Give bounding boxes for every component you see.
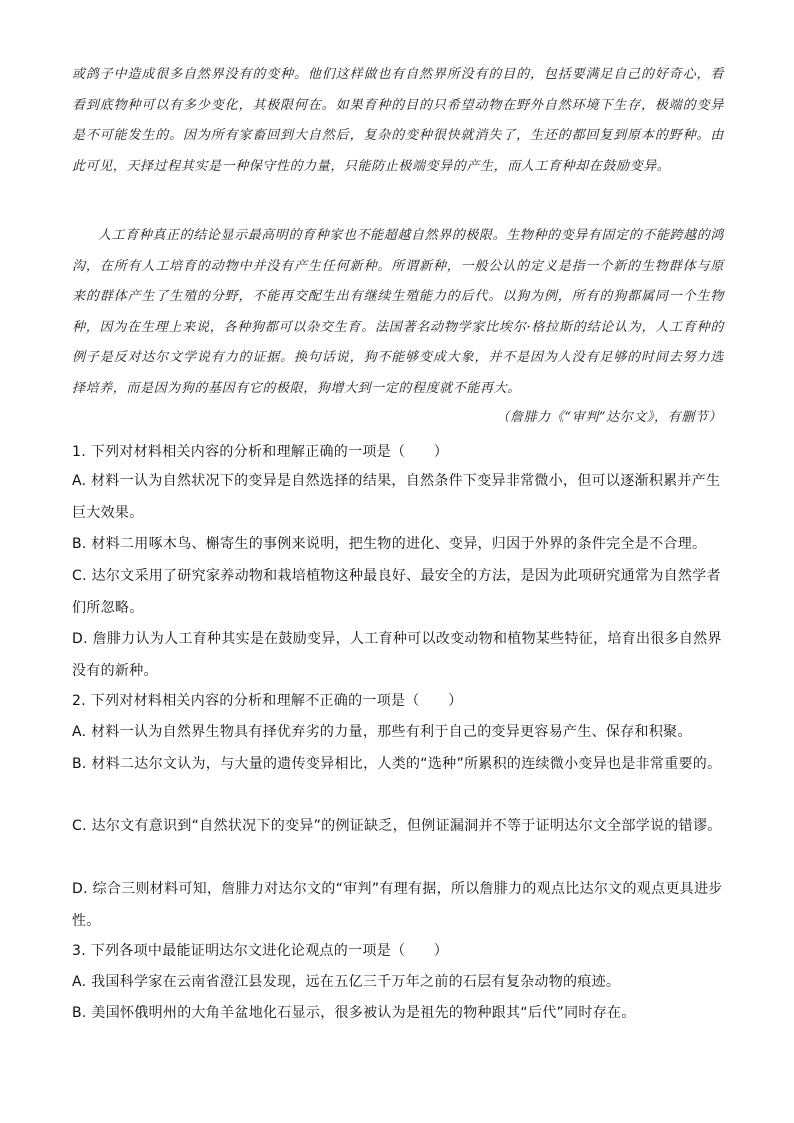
question-1-option-c: C. 达尔文采用了研究家养动物和栽培植物这种最良好、最安全的方法，是因为此项研究通常为自然学者们所忽略。 <box>72 568 721 616</box>
passage-paragraph-1: 或鸽子中造成很多自然界没有的变种。他们这样做也有自然界所没有的目的，包括要满足自己的好奇心，看看到底物种可以有多少变化，其极限何在。如果育种的目的只希望动物在野外自然环境下生存，极端的变异是不可能发生的。因为所有家畜回到大自然后，复杂的变种很快就消失了，生还的都回复到原本的野种。由此可见，天择过程其实是一种保守性的力量，只能防止极端变异的产生，而人工育种却在鼓励变异。 <box>72 67 724 174</box>
question-2-option-a: A. 材料一认为自然界生物具有择优弃劣的力量，那些有利于自己的变异更容易产生、保存和积聚。 <box>72 724 692 740</box>
question-3-option-a: A. 我国科学家在云南省澄江县发现，远在五亿三千万年之前的石层有复杂动物的痕迹。 <box>72 974 621 990</box>
question-2-option-d: D. 综合三则材料可知，詹腓力对达尔文的“审判”有理有据，所以詹腓力的观点比达尔文的观点更具进步性。 <box>72 881 723 929</box>
question-1-stem: 1. 下列对材料相关内容的分析和理解正确的一项是（ ） <box>72 444 449 460</box>
passage-paragraph-2: 人工育种真正的结论显示最高明的育种家也不能超越自然界的极限。生物种的变异有固定的不能跨越的鸿沟，在所有人工培育的动物中并没有产生任何新种。所谓新种，一般公认的定义是指一个新的生物群体与原来的群体产生了生殖的分野，不能再交配生出有继续生殖能力的后代。以狗为例，所有的狗都属同一个生物种，因为在生理上来说，各种狗都可以杂交生育。法国著名动物学家比埃尔·格拉斯的结论认为，人工育种的例子是反对达尔文学说有力的证据。换句话说，狗不能够变成大象，并不是因为人没有足够的时间去努力选择培养，而是因为狗的基因有它的极限，狗增大到一定的程度就不能再大。 <box>72 228 724 396</box>
question-1-option-b: B. 材料二用啄木鸟、槲寄生的事例来说明，把生物的进化、变异，归因于外界的条件完全是不合理。 <box>72 536 707 552</box>
question-1-option-a: A. 材料一认为自然状况下的变异是自然选择的结果，自然条件下变异非常微小，但可以逐渐积累并产生巨大效果。 <box>72 473 721 521</box>
question-2-option-b: B. 材料二达尔文认为，与大量的遗传变异相比，人类的“选种”所累积的连续微小变异也是非常重要的。 <box>72 756 722 772</box>
question-3-stem: 3. 下列各项中最能证明达尔文进化论观点的一项是（ ） <box>72 943 449 959</box>
question-1-option-d: D. 詹腓力认为人工育种其实是在鼓励变异，人工育种可以改变动物和植物某些特征，培育出很多自然界没有的新种。 <box>72 631 722 679</box>
question-2-option-c: C. 达尔文有意识到“自然状况下的变异”的例证缺乏，但例证漏洞并不等于证明达尔文全部学说的错谬。 <box>72 818 722 834</box>
question-2-stem: 2. 下列对材料相关内容的分析和理解不正确的一项是（ ） <box>72 693 463 709</box>
question-3-option-b: B. 美国怀俄明州的大角羊盆地化石显示，很多被认为是祖先的物种跟其“后代”同时存在。 <box>72 1005 636 1021</box>
passage-source: （詹腓力《“审判”达尔文》，有删节） <box>496 410 722 425</box>
